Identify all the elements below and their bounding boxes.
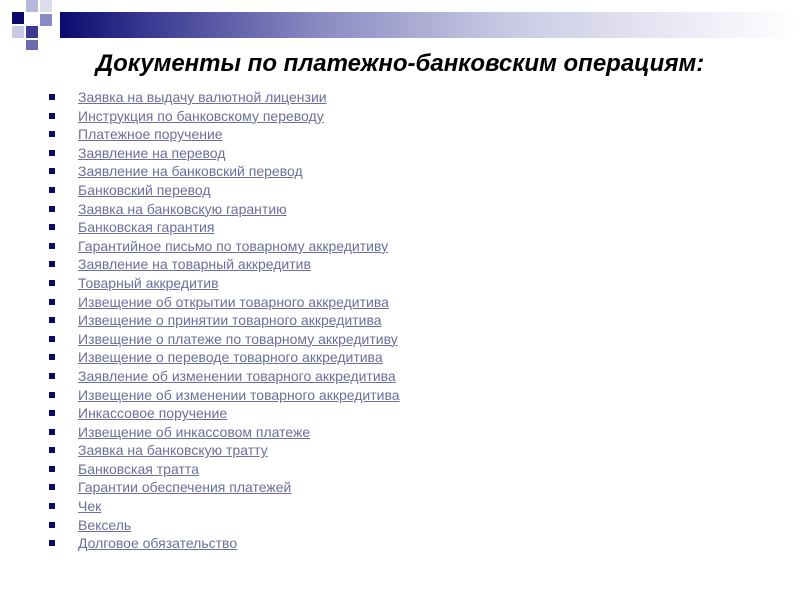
square-bullet-icon bbox=[49, 354, 55, 360]
document-link[interactable]: Чек bbox=[78, 498, 102, 515]
square-bullet-icon bbox=[49, 540, 55, 546]
list-item bbox=[48, 125, 400, 144]
document-link[interactable]: Долговое обязательство bbox=[78, 535, 238, 552]
deco-square bbox=[40, 0, 52, 12]
deco-square bbox=[26, 0, 38, 12]
square-bullet-icon bbox=[49, 113, 55, 119]
document-link[interactable]: Вексель bbox=[78, 516, 132, 533]
square-bullet-icon bbox=[49, 243, 55, 249]
list-item bbox=[48, 88, 400, 107]
list-item bbox=[48, 367, 400, 386]
square-bullet-icon bbox=[49, 224, 55, 230]
square-bullet-icon bbox=[49, 373, 55, 379]
top-gradient-bar bbox=[60, 12, 800, 38]
list-item bbox=[48, 255, 400, 274]
square-bullet-icon bbox=[49, 280, 55, 286]
document-link[interactable]: Платежное поручение bbox=[78, 126, 223, 143]
document-link[interactable]: Заявление об изменении товарного аккредитива bbox=[78, 367, 396, 384]
document-link[interactable]: Извещение о платеже по товарному аккредитиву bbox=[78, 330, 398, 347]
square-bullet-icon bbox=[49, 522, 55, 528]
document-link[interactable]: Заявка на выдачу валютной лицензии bbox=[78, 89, 327, 105]
deco-square bbox=[12, 12, 24, 24]
square-bullet-icon bbox=[49, 466, 55, 472]
deco-square bbox=[26, 26, 38, 38]
document-link[interactable]: Заявление на товарный аккредитив bbox=[78, 256, 311, 273]
list-item bbox=[48, 237, 400, 256]
square-bullet-icon bbox=[49, 261, 55, 267]
list-item bbox=[48, 200, 400, 219]
list-item bbox=[48, 218, 400, 237]
document-link[interactable]: Извещение о переводе товарного аккредитива bbox=[78, 349, 383, 366]
document-link[interactable]: Инструкция по банковскому переводу bbox=[78, 107, 324, 124]
square-bullet-icon bbox=[49, 392, 55, 398]
deco-square bbox=[26, 14, 38, 26]
document-link[interactable]: Банковский перевод bbox=[78, 181, 211, 198]
square-bullet-icon bbox=[49, 94, 55, 100]
document-link[interactable]: Извещение о принятии товарного аккредитива bbox=[78, 312, 382, 329]
square-bullet-icon bbox=[49, 299, 55, 305]
square-bullet-icon bbox=[49, 336, 55, 342]
list-item bbox=[48, 348, 400, 367]
document-link[interactable]: Инкассовое поручение bbox=[78, 405, 228, 422]
list-item bbox=[48, 478, 400, 497]
document-link[interactable]: Гарантийное письмо по товарному аккредитиву bbox=[78, 237, 389, 254]
slide-title: Документы по платежно-банковским операциям: bbox=[95, 50, 705, 77]
square-bullet-icon bbox=[49, 187, 55, 193]
document-link[interactable]: Товарный аккредитив bbox=[78, 274, 219, 291]
list-item bbox=[48, 516, 400, 535]
square-bullet-icon bbox=[49, 317, 55, 323]
list-item bbox=[48, 311, 400, 330]
document-link[interactable]: Банковская тратта bbox=[78, 460, 199, 477]
square-bullet-icon bbox=[49, 168, 55, 174]
deco-square bbox=[40, 14, 52, 26]
list-item bbox=[48, 293, 400, 312]
document-link[interactable]: Извещение об инкассовом платеже bbox=[78, 423, 311, 440]
square-bullet-icon bbox=[49, 429, 55, 435]
list-item bbox=[48, 330, 400, 349]
list-item bbox=[48, 181, 400, 200]
document-link[interactable]: Гарантии обеспечения платежей bbox=[78, 479, 292, 496]
square-bullet-icon bbox=[49, 150, 55, 156]
list-item bbox=[48, 497, 400, 516]
list-item bbox=[48, 423, 400, 442]
list-item bbox=[48, 404, 400, 423]
document-link[interactable]: Извещение об изменении товарного аккредитива bbox=[78, 386, 400, 403]
deco-square bbox=[26, 40, 38, 50]
square-bullet-icon bbox=[49, 503, 55, 509]
list-item bbox=[48, 534, 400, 553]
square-bullet-icon bbox=[49, 410, 55, 416]
square-bullet-icon bbox=[49, 447, 55, 453]
list-item bbox=[48, 386, 400, 405]
document-link[interactable]: Банковская гарантия bbox=[78, 219, 215, 236]
square-bullet-icon bbox=[49, 484, 55, 490]
deco-square bbox=[12, 26, 24, 38]
list-item bbox=[48, 274, 400, 293]
document-list bbox=[48, 88, 400, 553]
document-link[interactable]: Заявление на банковский перевод bbox=[78, 163, 303, 180]
list-item bbox=[48, 144, 400, 163]
square-bullet-icon bbox=[49, 131, 55, 137]
document-link[interactable]: Заявка на банковскую тратту bbox=[78, 442, 268, 459]
list-item bbox=[48, 107, 400, 126]
document-link[interactable]: Заявка на банковскую гарантию bbox=[78, 200, 287, 217]
document-link[interactable]: Заявление на перевод bbox=[78, 144, 226, 161]
document-link[interactable]: Извещение об открытии товарного аккредитива bbox=[78, 293, 389, 310]
list-item bbox=[48, 460, 400, 479]
list-item bbox=[48, 162, 400, 181]
square-bullet-icon bbox=[49, 206, 55, 212]
list-item bbox=[48, 441, 400, 460]
